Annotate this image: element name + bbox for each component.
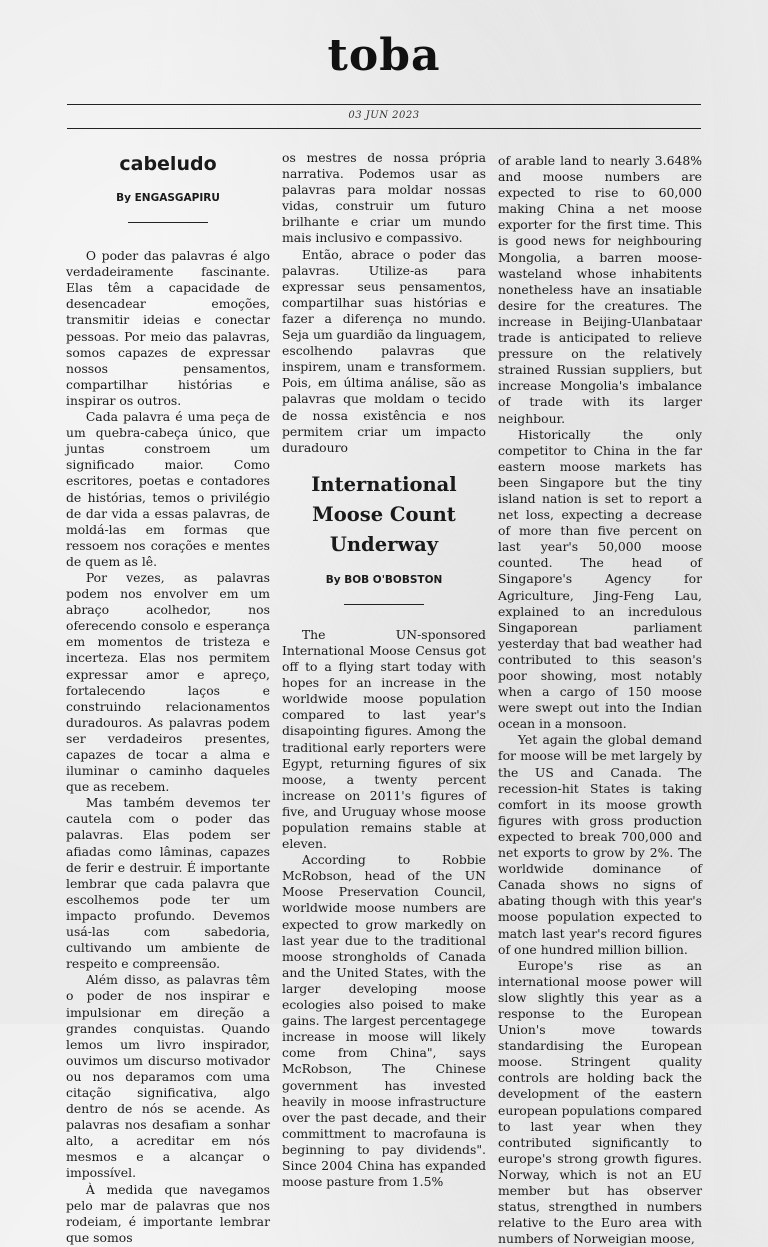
article-paragraph: Mas também devemos ter cautela com o poder das palavras. Elas podem ser afiadas como lâminas, capazes de ferir e destruir. É importante lembrar que cada palavra que escolhemos pode ter um impacto profundo. Devemos usá-las com sabedoria, cultivando um ambiente de respeito e compreensão. <box>66 795 270 972</box>
article-paragraph: os mestres de nossa própria narrativa. Podemos usar as palavras para moldar nossas vidas, construir um futuro brilhante e criar um mundo mais inclusivo e compassivo. <box>282 150 486 246</box>
column-1 <box>66 150 270 1246</box>
masthead-title: toba <box>327 30 441 81</box>
article-paragraph: O poder das palavras é algo verdadeiramente fascinante. Elas têm a capacidade de desencadear emoções, transmitir ideias e conectar pessoas. Por meio das palavras, somos capazes de expressar nossos pensamentos, compartilhar histórias e inspirar os outros. <box>66 248 270 408</box>
article-byline: By BOB O'BOBSTON <box>325 573 443 586</box>
byline-divider <box>128 222 208 223</box>
article-paragraph: According to Robbie McRobson, head of the UN Moose Preservation Council, worldwide moose numbers are expected to grow markedly on last year due to the traditional moose strongholds of Canada and the United States, with the larger developing moose ecologies also poised to make gains. The largest percentagege increase in moose will likely come from China", says McRobson, The Chinese government has invested heavily in moose infrastructure over the past decade, and their committment to macrofauna is beginning to pay dividends". Since 2004 China has expanded moose pasture from 1.5% <box>282 852 486 1190</box>
byline-divider <box>344 604 424 605</box>
article-paragraph: Historically the only competitor to China in the far eastern moose markets has been Singapore but the tiny island nation is set to report a net loss, expecting a decrease of more than five percent on last year's 50,000 moose counted. The head of Singapore's Agency for Agriculture, Jing-Feng Lau, explained to an incredulous Singaporean parliament yesterday that bad weather had contributed to this season's poor showing, most notably when a cargo of 150 moose were swept out into the Indian ocean in a monsoon. <box>498 426 702 732</box>
article-paragraph: Cada palavra é uma peça de um quebra-cabeça único, que juntas constroem um significado maior. Como escritores, poetas e contadores de histórias, temos o privilégio de dar vida a essas palavras, de moldá-las em formas que ressoem nos corações e mentes de quem as lê. <box>66 409 270 569</box>
article-paragraph: À medida que navegamos pelo mar de palavras que nos rodeiam, é importante lembrar que somos <box>66 1181 270 1245</box>
column-2 <box>282 150 486 1190</box>
column-3 <box>498 153 702 1247</box>
article-headline: cabeludo <box>119 153 217 175</box>
article-paragraph: The UN-sponsored International Moose Census got off to a flying start today with hopes for an increase in the worldwide moose population compared to last year's disapointing figures. Among the traditional early reporters were Egypt, returning figures of six moose, a twenty percent increase on 2011's figures of five, and Uruguay whose moose population remains stable at eleven. <box>282 626 486 852</box>
article-byline: By ENGASGAPIRU <box>116 192 220 204</box>
article-paragraph: Então, abrace o poder das palavras. Utilize-as para expressar seus pensamentos, compartilhar suas histórias e fazer a diferença no mundo. Seja um guardião da linguagem, escolhendo palavras que inspirem, unam e transformem. Pois, em última análise, são as palavras que moldam o tecido de nossa existência e nos permitem criar um impacto duradouro <box>282 246 486 455</box>
article-paragraph: Europe's rise as an international moose power will slow slightly this year as a response to the European Union's move towards standardising the European moose. Stringent quality controls are holding back the development of the eastern european populations compared to last year when they contributed significantly to europe's strong growth figures. Norway, which is not an EU member but has observer status, strengthed in numbers relative to the Euro area with numbers of Norweigian moose, <box>498 957 702 1247</box>
article-paragraph: Yet again the global demand for moose will be met largely by the US and Canada. The recession-hit States is taking comfort in its moose growth figures with gross production expected to break 700,000 and net exports to grow by 2%. The worldwide dominance of Canada shows no signs of abating though with this year's moose population expected to match last year's record figures of one hundred million billion. <box>498 732 702 957</box>
article-paragraph: of arable land to nearly 3.648% and moose numbers are expected to rise to 60,000 making China a net moose exporter for the first time. This is good news for neighbouring Mongolia, a barren moose-wasteland whose inhabitents nonetheless have an insatiable desire for the creatures. The increase in Beijing-Ulanbataar trade is anticipated to relieve pressure on the relatively strained Russian suppliers, but increase Mongolia's imbalance of trade with its larger neighbour. <box>498 153 702 426</box>
issue-date: 03 JUN 2023 <box>348 110 420 121</box>
masthead-rule-top <box>67 104 701 105</box>
article-paragraph: Por vezes, as palavras podem nos envolver em um abraço acolhedor, nos oferecendo consolo e esperança em momentos de tristeza e incerteza. Elas nos permitem expressar amor e apreço, fortalecendo laços e construindo relacionamentos duradouros. As palavras podem ser verdadeiros presentes, capazes de tocar a alma e iluminar o caminho daqueles que as recebem. <box>66 569 270 795</box>
article-headline: International Moose Count Underway <box>311 472 457 556</box>
masthead-rule-bottom <box>67 128 701 129</box>
article-paragraph: Além disso, as palavras têm o poder de nos inspirar e impulsionar em direção a grandes conquistas. Quando lemos um livro inspirador, ouvimos um discurso motivador ou nos deparamos com uma citação significativa, algo dentro de nós se acende. As palavras nos desafiam a sonhar alto, a acreditar em nós mesmos e a alcançar o impossível. <box>66 972 270 1181</box>
